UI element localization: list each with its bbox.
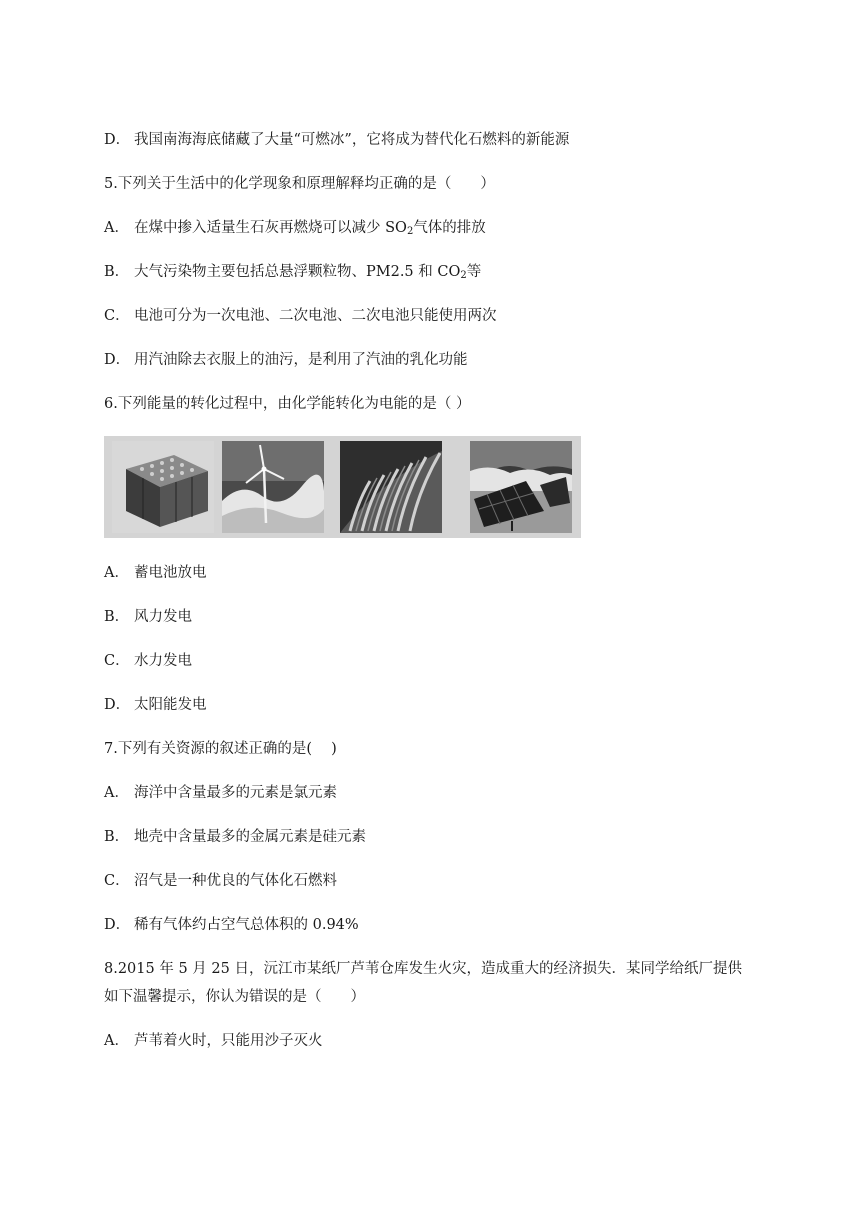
option-letter: D． [104,352,131,368]
q5-option-a [104,218,784,238]
option-text: 地壳中含量最多的金属元素是硅元素 [134,829,366,845]
q6-option-c [104,651,784,671]
option-letter: A． [104,785,129,801]
q6-option-d [104,695,784,715]
option-letter: C． [104,873,130,889]
option-text-post: 气体的排放 [413,220,486,236]
q7-stem: 7.下列有关资源的叙述正确的是( ) [104,741,337,757]
option-letter: A． [104,1033,129,1049]
q6-option-a [104,563,784,583]
q4-option-d [104,130,784,150]
option-text: 沼气是一种优良的气体化石燃料 [134,873,337,889]
option-text: 电池可分为一次电池、二次电池、二次电池只能使用两次 [134,308,497,324]
q5-option-d [104,350,784,370]
option-letter: C． [104,653,130,669]
q5-option-b [104,262,784,282]
turbine-icon [340,441,442,533]
hydro-turbine-picture [340,441,442,533]
q6-stem: 6.下列能量的转化过程中，由化学能转化为电能的是（ ） [104,396,471,412]
option-text-pre: 大气污染物主要包括总悬浮颗粒物、PM2.5 和 CO [134,264,461,280]
option-letter: B． [104,609,130,625]
q5-option-c [104,306,784,326]
option-text-post: 等 [466,264,482,280]
option-letter: A． [104,220,129,236]
option-text: 用汽油除去衣服上的油污，是利用了汽油的乳化功能 [134,352,468,368]
energy-pictures-strip [104,436,581,538]
option-letter: D． [104,697,131,713]
option-text: 稀有气体约占空气总体积的 0.94% [134,917,359,933]
option-letter: D． [104,132,131,148]
q5-stem: 5.下列关于生活中的化学现象和原理解释均正确的是（ ） [104,176,495,192]
option-text-pre: 在煤中掺入适量生石灰再燃烧可以减少 SO [134,220,407,236]
solar-panel-icon [470,441,572,533]
q8-stem-line1: 8.2015 年 5 月 25 日，沅江市某纸厂芦苇仓库发生火灾，造成重大的经济损失．某同学给纸厂提供 [104,961,742,977]
option-letter: C． [104,308,130,324]
option-text: 我国南海海底储藏了大量“可燃冰”，它将成为替代化石燃料的新能源 [134,132,570,148]
option-text: 风力发电 [134,609,192,625]
subscript: 2 [406,226,414,237]
option-text: 芦苇着火时，只能用沙子灭火 [134,1033,323,1049]
option-letter: D． [104,917,131,933]
q6-option-b [104,607,784,627]
option-text: 水力发电 [134,653,192,669]
q7-option-b [104,827,784,847]
q7-option-d [104,915,784,935]
wind-turbine-picture [222,441,324,533]
q8-option-a [104,1031,784,1051]
q8-stem-line2: 如下温馨提示，你认为错误的是（ ） [104,989,365,1005]
wind-turbine-icon [222,441,324,533]
battery-icon [112,441,214,533]
q7-option-c [104,871,784,891]
option-letter: A． [104,565,129,581]
option-text: 海洋中含量最多的元素是氯元素 [134,785,337,801]
q7-option-a [104,783,784,803]
option-letter: B． [104,264,130,280]
option-letter: B． [104,829,130,845]
option-text: 太阳能发电 [134,697,207,713]
option-text: 蓄电池放电 [134,565,207,581]
subscript: 2 [460,270,467,281]
solar-panels-picture [470,441,572,533]
storage-battery-picture [112,441,214,533]
